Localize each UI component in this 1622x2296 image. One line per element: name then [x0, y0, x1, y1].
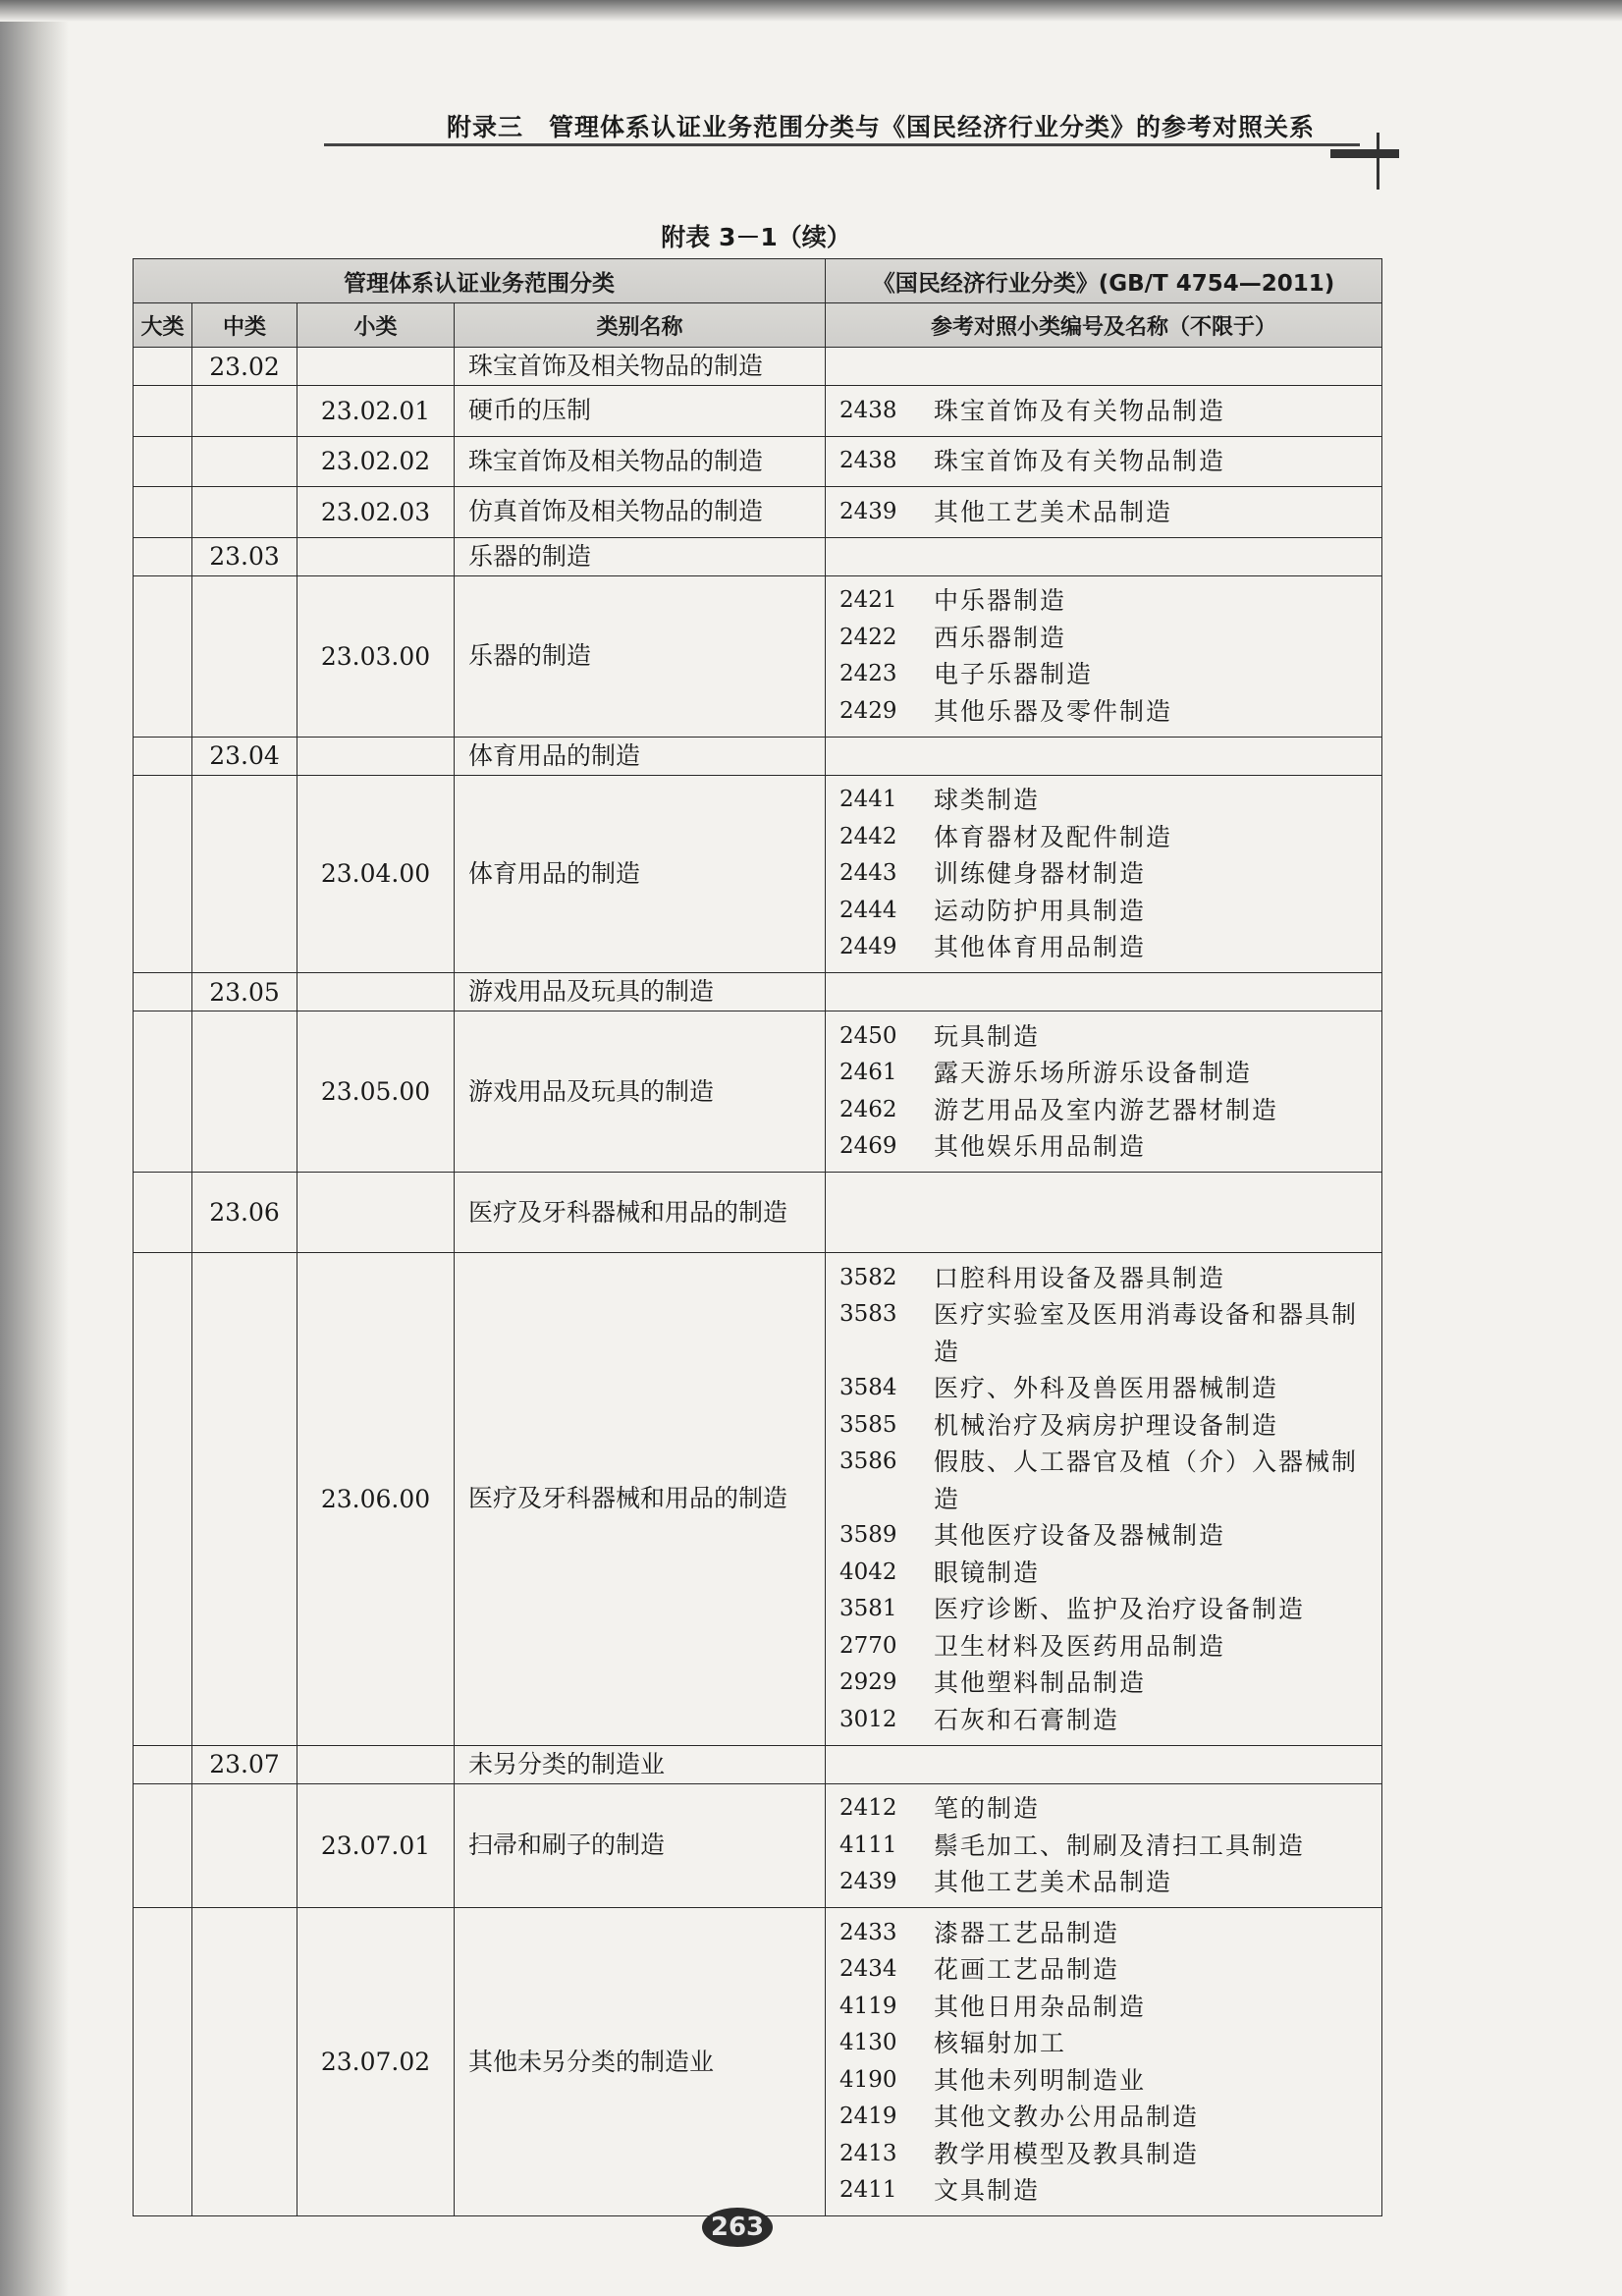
reference-code: 4119: [839, 1993, 897, 2019]
cell-major: [134, 1908, 192, 2216]
cell-minor: 23.07.02: [297, 1908, 455, 2216]
reference-code: 2929: [839, 1669, 897, 1695]
reference-code: 2444: [839, 897, 897, 923]
cell-category-name: 游戏用品及玩具的制造: [455, 973, 826, 1011]
cell-middle: 23.04: [192, 737, 297, 775]
reference-list: [839, 393, 1372, 430]
reference-name: 珠宝首饰及有关物品制造: [934, 396, 1226, 425]
cell-reference: [826, 1745, 1382, 1783]
cell-middle: [192, 436, 297, 487]
cell-major: [134, 1253, 192, 1746]
table-row: [134, 436, 1382, 487]
reference-code: 2439: [839, 498, 897, 524]
reference-code: 2461: [839, 1060, 897, 1085]
reference-list: [839, 1260, 1372, 1739]
cell-category-name: 医疗及牙科器械和用品的制造: [455, 1253, 826, 1746]
table-row: [134, 537, 1382, 575]
cell-major: [134, 348, 192, 386]
reference-code: 2423: [839, 661, 897, 686]
reference-name: 训练健身器材制造: [934, 859, 1147, 888]
reference-name: 口腔科用设备及器具制造: [934, 1263, 1226, 1292]
reference-name: 其他工艺美术品制造: [934, 1868, 1173, 1896]
cell-category-name: 其他未另分类的制造业: [455, 1908, 826, 2216]
table-row: [134, 1173, 1382, 1253]
cell-middle: [192, 1253, 297, 1746]
reference-name: 其他塑料制品制造: [934, 1668, 1147, 1697]
cell-minor: 23.04.00: [297, 775, 455, 973]
reference-name: 教学用模型及教具制造: [934, 2139, 1200, 2168]
header-rule-mark: [1377, 133, 1379, 190]
reference-code: 2419: [839, 2104, 897, 2129]
reference-code: 2443: [839, 860, 897, 886]
cell-category-name: 医疗及牙科器械和用品的制造: [455, 1173, 826, 1253]
cell-minor: [297, 973, 455, 1011]
reference-code: 3589: [839, 1522, 897, 1548]
cell-middle: [192, 386, 297, 437]
reference-code: 3583: [839, 1301, 897, 1327]
cell-major: [134, 1783, 192, 1908]
reference-code: 2450: [839, 1022, 897, 1049]
reference-name: 机械治疗及病房护理设备制造: [934, 1410, 1279, 1440]
page-left-edge-shadow: [0, 0, 69, 2296]
reference-name: 露天游乐场所游乐设备制造: [934, 1059, 1253, 1087]
cell-major: [134, 575, 192, 737]
cell-middle: [192, 487, 297, 538]
reference-name: 体育器材及配件制造: [934, 822, 1173, 851]
header-rule-accent: [1330, 149, 1399, 158]
reference-list: [839, 494, 1372, 531]
reference-code: 2469: [839, 1133, 897, 1159]
cell-major: [134, 1011, 192, 1173]
reference-name: 眼镜制造: [934, 1558, 1041, 1587]
table-row: [134, 737, 1382, 775]
cell-category-name: 体育用品的制造: [455, 737, 826, 775]
cell-reference: [826, 1908, 1382, 2216]
reference-code: 3581: [839, 1596, 897, 1621]
cell-reference: [826, 487, 1382, 538]
reference-code: 2442: [839, 823, 897, 849]
cell-minor: 23.05.00: [297, 1011, 455, 1173]
header-middle: 中类: [192, 303, 297, 348]
reference-name: 其他文教办公用品制造: [934, 2103, 1200, 2131]
reference-list: [839, 443, 1372, 480]
reference-name: 球类制造: [934, 786, 1041, 814]
cell-category-name: 扫帚和刷子的制造: [455, 1783, 826, 1908]
reference-name: 其他体育用品制造: [934, 933, 1147, 961]
page-number: 263: [702, 2208, 773, 2247]
reference-code: 4190: [839, 2066, 897, 2093]
reference-name: 其他日用杂品制造: [934, 1992, 1147, 2021]
reference-list: [839, 1790, 1372, 1901]
reference-name: 医疗、外科及兽医用器械制造: [934, 1374, 1279, 1402]
reference-name: 其他娱乐用品制造: [934, 1132, 1147, 1161]
reference-name: 其他医疗设备及器械制造: [934, 1521, 1226, 1550]
cell-category-name: 珠宝首饰及相关物品的制造: [455, 436, 826, 487]
cell-category-name: 游戏用品及玩具的制造: [455, 1011, 826, 1173]
reference-list: [839, 582, 1372, 730]
reference-code: 2438: [839, 448, 897, 473]
cell-reference: [826, 775, 1382, 973]
cell-middle: [192, 575, 297, 737]
reference-name: 其他工艺美术品制造: [934, 497, 1173, 526]
reference-name: 核辐射加工: [934, 2029, 1067, 2057]
reference-name: 其他未列明制造业: [934, 2065, 1147, 2095]
reference-code: 2413: [839, 2140, 897, 2166]
reference-code: 3012: [839, 1706, 897, 1732]
classification-table: [133, 258, 1382, 2216]
reference-name: 电子乐器制造: [934, 660, 1094, 688]
reference-name: 医疗实验室及医用消毒设备和器具制造: [934, 1300, 1359, 1366]
reference-code: 2462: [839, 1096, 897, 1122]
cell-reference: [826, 1783, 1382, 1908]
reference-code: 2438: [839, 397, 897, 423]
reference-code: 3582: [839, 1264, 897, 1290]
reference-name: 笔的制造: [934, 1794, 1041, 1823]
cell-reference: [826, 348, 1382, 386]
cell-middle: [192, 1011, 297, 1173]
table-title: 附表 3－1（续）: [661, 223, 851, 251]
header-right-group: 《国民经济行业分类》(GB/T 4754—2011): [826, 259, 1382, 303]
reference-code: 2422: [839, 624, 897, 650]
header-reference: 参考对照小类编号及名称（不限于）: [826, 303, 1382, 348]
reference-code: 2429: [839, 697, 897, 724]
reference-name: 其他乐器及零件制造: [934, 696, 1173, 726]
cell-category-name: 仿真首饰及相关物品的制造: [455, 487, 826, 538]
cell-middle: 23.05: [192, 973, 297, 1011]
header-major: 大类: [134, 303, 192, 348]
reference-list: [839, 1018, 1372, 1166]
reference-name: 漆器工艺品制造: [934, 1918, 1120, 1947]
table-row: [134, 775, 1382, 973]
cell-major: [134, 487, 192, 538]
cell-reference: [826, 436, 1382, 487]
reference-name: 运动防护用具制造: [934, 896, 1147, 925]
cell-major: [134, 436, 192, 487]
reference-code: 3586: [839, 1449, 897, 1474]
cell-category-name: 乐器的制造: [455, 575, 826, 737]
reference-name: 西乐器制造: [934, 623, 1067, 652]
reference-code: 2449: [839, 934, 897, 959]
cell-reference: [826, 973, 1382, 1011]
header-category-name: 类别名称: [455, 303, 826, 348]
reference-code: 3584: [839, 1375, 897, 1400]
reference-name: 假肢、人工器官及植（介）入器械制造: [934, 1448, 1359, 1513]
cell-middle: 23.02: [192, 348, 297, 386]
cell-reference: [826, 737, 1382, 775]
reference-code: 4130: [839, 2030, 897, 2055]
table-body: [134, 348, 1382, 2216]
reference-code: 2770: [839, 1632, 897, 1659]
cell-middle: [192, 775, 297, 973]
cell-major: [134, 1173, 192, 1253]
reference-name: 卫生材料及医药用品制造: [934, 1631, 1226, 1661]
header-left-group: 管理体系认证业务范围分类: [134, 259, 826, 303]
reference-name: 石灰和石膏制造: [934, 1705, 1120, 1734]
reference-code: 2412: [839, 1795, 897, 1821]
reference-code: 2421: [839, 587, 897, 613]
cell-category-name: 珠宝首饰及相关物品的制造: [455, 348, 826, 386]
table-row: [134, 1011, 1382, 1173]
cell-middle: 23.06: [192, 1173, 297, 1253]
reference-code: 4042: [839, 1558, 897, 1585]
cell-minor: 23.06.00: [297, 1253, 455, 1746]
header-rule: [324, 143, 1360, 146]
cell-minor: 23.02.01: [297, 386, 455, 437]
cell-minor: 23.03.00: [297, 575, 455, 737]
cell-major: [134, 737, 192, 775]
table-row: [134, 348, 1382, 386]
cell-category-name: 未另分类的制造业: [455, 1745, 826, 1783]
cell-major: [134, 775, 192, 973]
cell-reference: [826, 1173, 1382, 1253]
reference-name: 医疗诊断、监护及治疗设备制造: [934, 1595, 1306, 1623]
cell-major: [134, 386, 192, 437]
table-row: [134, 1783, 1382, 1908]
cell-reference: [826, 575, 1382, 737]
running-header: 附录三 管理体系认证业务范围分类与《国民经济行业分类》的参考对照关系: [447, 113, 1316, 141]
reference-name: 花画工艺品制造: [934, 1955, 1120, 1984]
cell-middle: 23.07: [192, 1745, 297, 1783]
header-minor: 小类: [297, 303, 455, 348]
cell-minor: 23.02.02: [297, 436, 455, 487]
cell-minor: [297, 737, 455, 775]
reference-name: 鬃毛加工、制刷及清扫工具制造: [934, 1831, 1306, 1860]
reference-code: 2439: [839, 1869, 897, 1894]
reference-list: [839, 1915, 1372, 2210]
cell-category-name: 乐器的制造: [455, 537, 826, 575]
cell-minor: [297, 348, 455, 386]
table-row: [134, 973, 1382, 1011]
table-row: [134, 1908, 1382, 2216]
cell-category-name: 硬币的压制: [455, 386, 826, 437]
reference-name: 玩具制造: [934, 1021, 1041, 1051]
cell-middle: 23.03: [192, 537, 297, 575]
cell-category-name: 体育用品的制造: [455, 775, 826, 973]
table-row: [134, 1745, 1382, 1783]
reference-code: 2434: [839, 1956, 897, 1982]
reference-name: 游艺用品及室内游艺器材制造: [934, 1095, 1279, 1124]
reference-code: 2441: [839, 787, 897, 812]
cell-minor: [297, 1745, 455, 1783]
cell-reference: [826, 386, 1382, 437]
cell-reference: [826, 537, 1382, 575]
reference-name: 珠宝首饰及有关物品制造: [934, 447, 1226, 475]
reference-code: 2433: [839, 1919, 897, 1945]
cell-reference: [826, 1011, 1382, 1173]
cell-reference: [826, 1253, 1382, 1746]
table-row: [134, 1253, 1382, 1746]
table-row: [134, 487, 1382, 538]
reference-code: 2411: [839, 2177, 897, 2203]
reference-name: 中乐器制造: [934, 586, 1067, 615]
table-row: [134, 575, 1382, 737]
reference-list: [839, 782, 1372, 966]
cell-major: [134, 537, 192, 575]
cell-minor: [297, 1173, 455, 1253]
reference-code: 4111: [839, 1831, 897, 1858]
table-row: [134, 386, 1382, 437]
cell-major: [134, 973, 192, 1011]
page-top-edge-shadow: [0, 0, 1622, 22]
cell-middle: [192, 1908, 297, 2216]
cell-minor: 23.02.03: [297, 487, 455, 538]
cell-minor: [297, 537, 455, 575]
reference-code: 3585: [839, 1411, 897, 1438]
cell-major: [134, 1745, 192, 1783]
cell-minor: 23.07.01: [297, 1783, 455, 1908]
cell-middle: [192, 1783, 297, 1908]
reference-name: 文具制造: [934, 2176, 1041, 2205]
